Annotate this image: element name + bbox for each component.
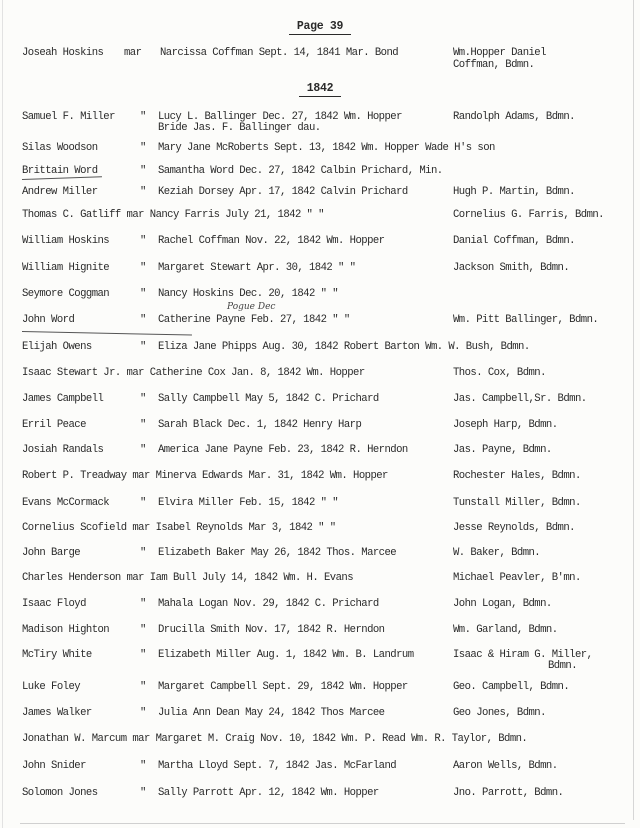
entry-ditto-mark: " — [140, 186, 146, 198]
entry-ditto-mark: " — [140, 393, 146, 405]
page-edge-bottom — [20, 823, 625, 824]
entry-ditto-mark: " — [140, 288, 146, 300]
entry-bondsman: Jas. Payne, Bdmn. — [453, 444, 552, 456]
entry-bondsman: Jackson Smith, Bdmn. — [453, 262, 570, 274]
entry-bondsman: Isaac & Hiram G. Miller, — [453, 649, 593, 661]
entry-groom: Isaac Floyd — [22, 598, 86, 610]
entry-groom: Robert P. Treadway mar Minerva Edwards Mar. 31, 1842 Wm. Hopper — [22, 470, 388, 482]
entry-bondsman: Rochester Hales, Bdmn. — [453, 470, 581, 482]
entry-bondsman: Michael Peavler, B'mn. — [453, 572, 581, 584]
page-edge-right — [633, 0, 634, 820]
entry-bondsman: Geo Jones, Bdmn. — [453, 707, 546, 719]
page-title-text: Page 39 — [289, 20, 351, 35]
entry-groom: Charles Henderson mar Iam Bull July 14, 1842 Wm. H. Evans — [22, 572, 354, 584]
entry-groom: Solomon Jones — [22, 787, 98, 799]
entry-details: Nancy Hoskins Dec. 20, 1842 " " — [158, 288, 339, 300]
entry-bondsman: Aaron Wells, Bdmn. — [453, 760, 558, 772]
entry-groom: James Campbell — [22, 393, 104, 405]
year-heading-text: 1842 — [299, 82, 341, 97]
entry-details: Keziah Dorsey Apr. 17, 1842 Calvin Prichard — [158, 186, 408, 198]
entry-details: Margaret Stewart Apr. 30, 1842 " " — [158, 262, 356, 274]
entry-groom: Evans McCormack — [22, 497, 110, 509]
entry-ditto-mark: " — [140, 142, 146, 154]
entry-groom: Luke Foley — [22, 681, 81, 693]
entry-details: America Jane Payne Feb. 23, 1842 R. Herndon — [158, 444, 408, 456]
entry-groom: Josiah Randals — [22, 444, 104, 456]
entry-ditto-mark: " — [140, 681, 146, 693]
entry-groom: William Hignite — [22, 262, 110, 274]
entry-ditto-mark: " — [140, 419, 146, 431]
entry-groom: Erril Peace — [22, 419, 86, 431]
entry-ditto-mark: " — [140, 314, 146, 326]
entry-ditto-mark: " — [140, 624, 146, 636]
entry-details: Drucilla Smith Nov. 17, 1842 R. Herndon — [158, 624, 385, 636]
entry-bondsman: Wm. Pitt Ballinger, Bdmn. — [453, 314, 599, 326]
handwritten-annotation: Pogue Dec — [227, 302, 276, 312]
entry-groom: Isaac Stewart Jr. mar Catherine Cox Jan. 8, 1842 Wm. Hopper — [22, 367, 365, 379]
header-entry-details: Narcissa Coffman Sept. 14, 1841 Mar. Bond — [160, 47, 399, 59]
page-title — [0, 20, 640, 33]
entry-bondsman: Joseph Harp, Bdmn. — [453, 419, 558, 431]
entry-bondsman: W. Baker, Bdmn. — [453, 547, 541, 559]
entry-details: Sally Parrott Apr. 12, 1842 Wm. Hopper — [158, 787, 379, 799]
entry-bondsman: Hugh P. Martin, Bdmn. — [453, 186, 575, 198]
entry-details: Sarah Black Dec. 1, 1842 Henry Harp — [158, 419, 362, 431]
entry-ditto-mark: " — [140, 111, 146, 123]
page-edge-left — [2, 0, 3, 828]
entry-bondsman: Jesse Reynolds, Bdmn. — [453, 522, 575, 534]
entry-ditto-mark: " — [140, 444, 146, 456]
entry-bondsman: Thos. Cox, Bdmn. — [453, 367, 546, 379]
entry-ditto-mark: " — [140, 341, 146, 353]
entry-groom: Andrew Miller — [22, 186, 98, 198]
entry-ditto-mark: " — [140, 497, 146, 509]
header-entry-bondsman-line-1: Wm.Hopper Daniel — [453, 47, 546, 59]
entry-ditto-mark: " — [140, 787, 146, 799]
entry-ditto-mark: " — [140, 262, 146, 274]
entry-groom: John Barge — [22, 547, 81, 559]
entry-details-line-2: Bride Jas. F. Ballinger dau. — [158, 122, 321, 134]
entry-details: Elizabeth Baker May 26, 1842 Thos. Marcee — [158, 547, 397, 559]
entry-details: Margaret Campbell Sept. 29, 1842 Wm. Hopper — [158, 681, 408, 693]
entry-groom: Seymore Coggman — [22, 288, 110, 300]
header-entry-connector: mar — [124, 47, 142, 59]
entry-ditto-mark: " — [140, 707, 146, 719]
entry-groom: Silas Woodson — [22, 142, 98, 154]
entry-groom: Samuel F. Miller — [22, 111, 115, 123]
entry-bondsman: Jas. Campbell,Sr. Bdmn. — [453, 393, 587, 405]
entry-groom: Madison Highton — [22, 624, 110, 636]
header-entry-groom: Joseah Hoskins — [22, 47, 104, 59]
entry-groom: John Snider — [22, 760, 86, 772]
entry-details: Martha Lloyd Sept. 7, 1842 Jas. McFarland — [158, 760, 397, 772]
year-heading — [0, 82, 640, 95]
pen-underline — [22, 331, 192, 336]
entry-details: Sally Campbell May 5, 1842 C. Prichard — [158, 393, 379, 405]
entry-details: Elizabeth Miller Aug. 1, 1842 Wm. B. Landrum — [158, 649, 414, 661]
entry-details: Lucy L. Ballinger Dec. 27, 1842 Wm. Hopper — [158, 111, 402, 123]
entry-groom: McTiry White — [22, 649, 92, 661]
entry-ditto-mark: " — [140, 165, 146, 177]
entry-details: Elvira Miller Feb. 15, 1842 " " — [158, 497, 339, 509]
entry-details: Eliza Jane Phipps Aug. 30, 1842 Robert Barton Wm. W. Bush, Bdmn. — [158, 341, 530, 353]
entry-bondsman: John Logan, Bdmn. — [453, 598, 552, 610]
entry-details: Catherine Payne Feb. 27, 1842 " " — [158, 314, 350, 326]
entry-groom: Brittain Word — [22, 165, 98, 177]
entry-details: Rachel Coffman Nov. 22, 1842 Wm. Hopper — [158, 235, 385, 247]
entry-bondsman: Tunstall Miller, Bdmn. — [453, 497, 581, 509]
entry-ditto-mark: " — [140, 598, 146, 610]
entry-bondsman: Jno. Parrott, Bdmn. — [453, 787, 564, 799]
entry-ditto-mark: " — [140, 235, 146, 247]
entry-bondsman-line-2: Bdmn. — [548, 660, 578, 672]
header-entry-bondsman-line-2: Coffman, Bdmn. — [453, 59, 535, 71]
entry-groom: William Hoskins — [22, 235, 110, 247]
entry-groom: James Walker — [22, 707, 92, 719]
entry-details: Mary Jane McRoberts Sept. 13, 1842 Wm. Hopper Wade H's son — [158, 142, 495, 154]
entry-bondsman: Cornelius G. Farris, Bdmn. — [453, 209, 604, 221]
entry-groom: Jonathan W. Marcum mar Margaret M. Craig Nov. 10, 1842 Wm. P. Read Wm. R. Taylor, Bdmn. — [22, 733, 528, 745]
entry-details: Samantha Word Dec. 27, 1842 Calbin Prichard, Min. — [158, 165, 443, 177]
entry-bondsman: Geo. Campbell, Bdmn. — [453, 681, 570, 693]
entry-groom: Thomas C. Gatliff mar Nancy Farris July 21, 1842 " " — [22, 209, 324, 221]
entry-details: Julia Ann Dean May 24, 1842 Thos Marcee — [158, 707, 385, 719]
entry-ditto-mark: " — [140, 547, 146, 559]
entry-ditto-mark: " — [140, 760, 146, 772]
entry-bondsman: Danial Coffman, Bdmn. — [453, 235, 575, 247]
entry-groom: John Word — [22, 314, 75, 326]
entry-details: Mahala Logan Nov. 29, 1842 C. Prichard — [158, 598, 379, 610]
entry-ditto-mark: " — [140, 649, 146, 661]
entry-groom: Elijah Owens — [22, 341, 92, 353]
entry-groom: Cornelius Scofield mar Isabel Reynolds Mar 3, 1842 " " — [22, 522, 336, 534]
entry-bondsman: Randolph Adams, Bdmn. — [453, 111, 575, 123]
entry-bondsman: Wm. Garland, Bdmn. — [453, 624, 558, 636]
